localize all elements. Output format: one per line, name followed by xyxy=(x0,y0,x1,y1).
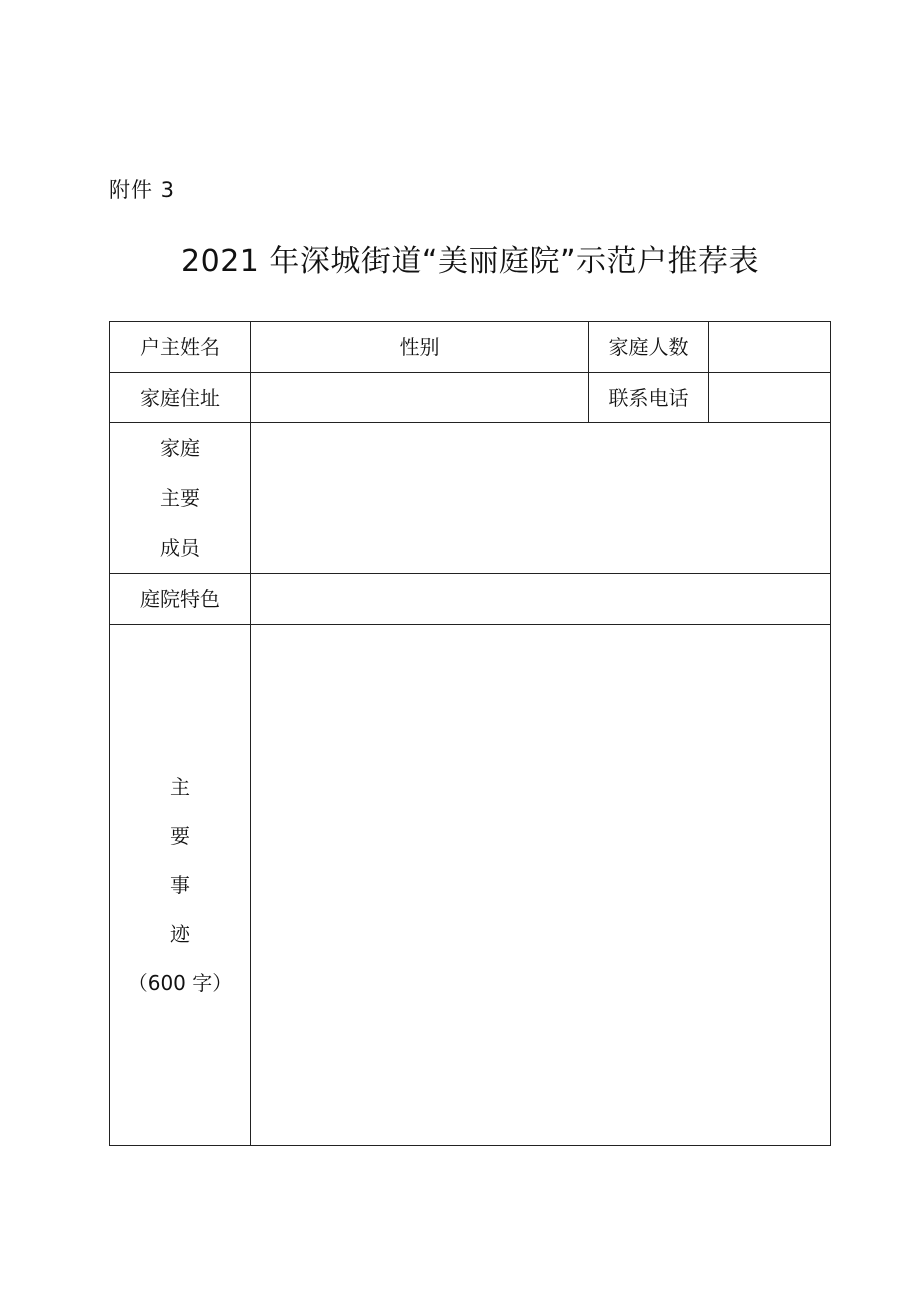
phone-field[interactable] xyxy=(709,373,831,423)
family-size-field[interactable] xyxy=(709,322,831,373)
main-deeds-label-line-2: 要 xyxy=(170,823,190,848)
family-members-label xyxy=(110,423,251,574)
family-members-field[interactable] xyxy=(251,423,831,574)
family-members-label-line-1: 家庭 xyxy=(160,436,200,460)
main-deeds-field[interactable] xyxy=(251,625,831,1146)
family-members-label-line-3: 成员 xyxy=(160,536,200,560)
main-deeds-label xyxy=(110,625,251,1146)
yard-feature-label: 庭院特色 xyxy=(110,574,251,625)
page-title: 2021 年深城街道“美丽庭院”示范户推荐表 xyxy=(181,244,759,279)
form-row-members xyxy=(110,423,831,574)
form-row-deeds xyxy=(110,625,831,1146)
form-row-householder xyxy=(110,322,831,373)
phone-label: 联系电话 xyxy=(589,373,709,423)
gender-label: 性别 xyxy=(251,322,589,373)
recommendation-form-table xyxy=(109,321,831,1146)
main-deeds-label-line-1: 主 xyxy=(170,774,190,799)
address-field[interactable] xyxy=(251,373,589,423)
main-deeds-label-line-5: （600 字） xyxy=(127,970,233,995)
form-row-address xyxy=(110,373,831,423)
main-deeds-label-line-4: 迹 xyxy=(170,921,190,946)
householder-name-label: 户主姓名 xyxy=(110,322,251,373)
yard-feature-field[interactable] xyxy=(251,574,831,625)
family-size-label: 家庭人数 xyxy=(589,322,709,373)
form-row-yard xyxy=(110,574,831,625)
address-label: 家庭住址 xyxy=(110,373,251,423)
main-deeds-label-line-3: 事 xyxy=(170,872,190,897)
attachment-label: 附件 3 xyxy=(109,178,176,202)
family-members-label-line-2: 主要 xyxy=(160,486,200,510)
